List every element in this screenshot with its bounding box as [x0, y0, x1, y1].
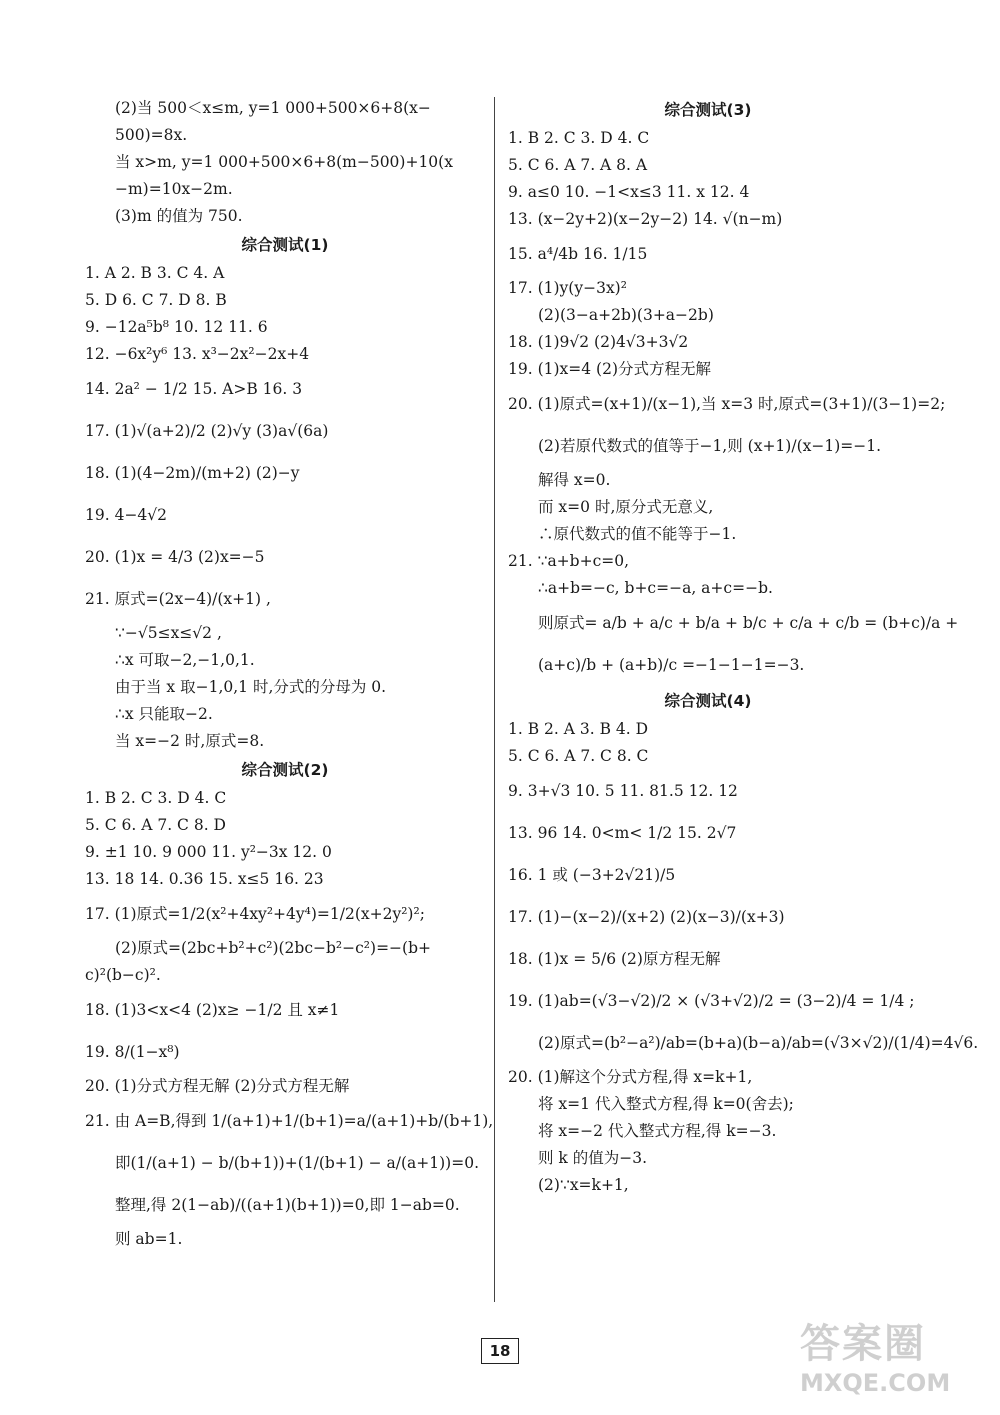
answer-line: 19. 4−4√2 [85, 506, 168, 524]
answer-line: 21. ∵a+b+c=0, [508, 552, 630, 570]
answer-line: 5. C 6. A 7. C 8. D [85, 816, 226, 834]
answer-line: 20. (1)分式方程无解 (2)分式方程无解 [85, 1077, 350, 1095]
answer-line: (2)若原代数式的值等于−1,则 (x+1)/(x−1)=−1. [538, 437, 882, 455]
watermark-logo: 答案圈 [800, 1321, 926, 1367]
answer-line: 500)=8x. [115, 126, 188, 144]
answer-line: 17. (1)√(a+2)/2 (2)√y (3)a√(6a) [85, 422, 329, 440]
answer-line: 19. (1)ab=(√3−√2)/2 × (√3+√2)/2 = (3−2)/4 = 1/4 ; [508, 992, 915, 1010]
answer-line: 17. (1)y(y−3x)² [508, 279, 627, 297]
answer-line: 当 x>m, y=1 000+500×6+8(m−500)+10(x [115, 153, 453, 171]
answer-line: 18. (1)(4−2m)/(m+2) (2)−y [85, 464, 300, 482]
answer-line: 18. (1)3<x<4 (2)x≥ −1/2 且 x≠1 [85, 1001, 340, 1019]
answer-line: 9. a≤0 10. −1<x≤3 11. x 12. 4 [508, 183, 750, 201]
answer-line: 则 ab=1. [115, 1230, 183, 1248]
answer-line: 整理,得 2(1−ab)/((a+1)(b+1))=0,即 1−ab=0. [115, 1196, 460, 1214]
answer-line: 1. B 2. C 3. D 4. C [85, 789, 227, 807]
answer-line: 14. 2a² − 1/2 15. A>B 16. 3 [85, 380, 303, 398]
answer-line: 即(1/(a+1) − b/(b+1))+(1/(b+1) − a/(a+1))=0. [115, 1154, 480, 1172]
answer-line: 19. (1)x=4 (2)分式方程无解 [508, 360, 712, 378]
answer-line: 9. ±1 10. 9 000 11. y²−3x 12. 0 [85, 843, 332, 861]
answer-line: 13. 96 14. 0<m< 1/2 15. 2√7 [508, 824, 737, 842]
answer-line: 21. 由 A=B,得到 1/(a+1)+1/(b+1)=a/(a+1)+b/(b+1), [85, 1112, 494, 1130]
answer-line: 18. (1)9√2 (2)4√3+3√2 [508, 333, 689, 351]
answer-line: 12. −6x²y⁶ 13. x³−2x²−2x+4 [85, 345, 310, 363]
answer-line: (2)原式=(b²−a²)/ab=(b+a)(b−a)/ab=(√3×√2)/(1/4)=4√6. [538, 1034, 979, 1052]
answer-line: ∴原代数式的值不能等于−1. [538, 525, 737, 543]
section-heading-test2: 综合测试(2) [241, 761, 329, 779]
answer-line: 5. D 6. C 7. D 8. B [85, 291, 227, 309]
answer-line: 20. (1)解这个分式方程,得 x=k+1, [508, 1068, 753, 1086]
answer-line: ∴x 只能取−2. [115, 705, 213, 723]
answer-line: 而 x=0 时,原分式无意义, [538, 498, 714, 516]
left-column [85, 95, 494, 1253]
answer-line: 17. (1)−(x−2)/(x+2) (2)(x−3)/(x+3) [508, 908, 785, 926]
section-heading-test4: 综合测试(4) [664, 692, 752, 710]
answer-line: (a+c)/b + (a+b)/c =−1−1−1=−3. [538, 656, 805, 674]
answer-line: 5. C 6. A 7. A 8. A [508, 156, 648, 174]
answer-line: 15. a⁴/4b 16. 1/15 [508, 245, 648, 263]
answer-line: −m)=10x−2m. [115, 180, 233, 198]
answer-line: 1. A 2. B 3. C 4. A [85, 264, 225, 282]
answer-line: 16. 1 或 (−3+2√21)/5 [508, 866, 676, 884]
answer-line: 13. (x−2y+2)(x−2y−2) 14. √(n−m) [508, 210, 783, 228]
answer-line: 1. B 2. A 3. B 4. D [508, 720, 649, 738]
answer-line: 18. (1)x = 5/6 (2)原方程无解 [508, 950, 721, 968]
answer-line: 则 k 的值为−3. [538, 1149, 648, 1167]
answer-line: ∵−√5≤x≤√2 , [115, 624, 222, 642]
answer-line: ∴x 可取−2,−1,0,1. [115, 651, 255, 669]
section-heading-test3: 综合测试(3) [664, 101, 752, 119]
answer-line: 13. 18 14. 0.36 15. x≤5 16. 23 [85, 870, 324, 888]
answer-line: (2)原式=(2bc+b²+c²)(2bc−b²−c²)=−(b+ [115, 939, 432, 957]
right-column [508, 95, 979, 1199]
answer-line: 将 x=−2 代入整式方程,得 k=−3. [538, 1122, 777, 1140]
answer-line: (2)当 500＜x≤m, y=1 000+500×6+8(x− [115, 99, 431, 117]
answer-line: 5. C 6. A 7. C 8. C [508, 747, 649, 765]
column-divider [494, 97, 495, 1302]
answer-line: 1. B 2. C 3. D 4. C [508, 129, 650, 147]
answer-line: 20. (1)x = 4/3 (2)x=−5 [85, 548, 265, 566]
answer-line: 9. 3+√3 10. 5 11. 81.5 12. 12 [508, 782, 738, 800]
answer-line: 19. 8/(1−x⁸) [85, 1043, 180, 1061]
answer-line: (2)(3−a+2b)(3+a−2b) [538, 306, 714, 324]
answer-line: 21. 原式=(2x−4)/(x+1) , [85, 590, 271, 608]
answer-line: 17. (1)原式=1/2(x²+4xy²+4y⁴)=1/2(x+2y²)²; [85, 905, 425, 923]
answer-line: 解得 x=0. [538, 471, 611, 489]
answer-line: 将 x=1 代入整式方程,得 k=0(舍去); [538, 1095, 794, 1113]
watermark-url: MXQE.COM [800, 1369, 951, 1397]
answer-line: 20. (1)原式=(x+1)/(x−1),当 x=3 时,原式=(3+1)/(3−1)=2; [508, 395, 946, 413]
answer-line: (2)∵x=k+1, [538, 1176, 629, 1194]
watermark [800, 1312, 990, 1407]
answer-line: 由于当 x 取−1,0,1 时,分式的分母为 0. [115, 678, 387, 696]
answer-line: 当 x=−2 时,原式=8. [115, 732, 265, 750]
answer-line: c)²(b−c)². [85, 966, 161, 984]
answer-line: ∴a+b=−c, b+c=−a, a+c=−b. [538, 579, 773, 597]
answer-line: 则原式= a/b + a/c + b/a + b/c + c/a + c/b = (b+c)/a + [538, 614, 959, 632]
answer-line: 9. −12a⁵b⁸ 10. 12 11. 6 [85, 318, 268, 336]
page-number: 18 [481, 1338, 519, 1364]
section-heading-test1: 综合测试(1) [241, 236, 329, 254]
answer-line: (3)m 的值为 750. [115, 207, 243, 225]
